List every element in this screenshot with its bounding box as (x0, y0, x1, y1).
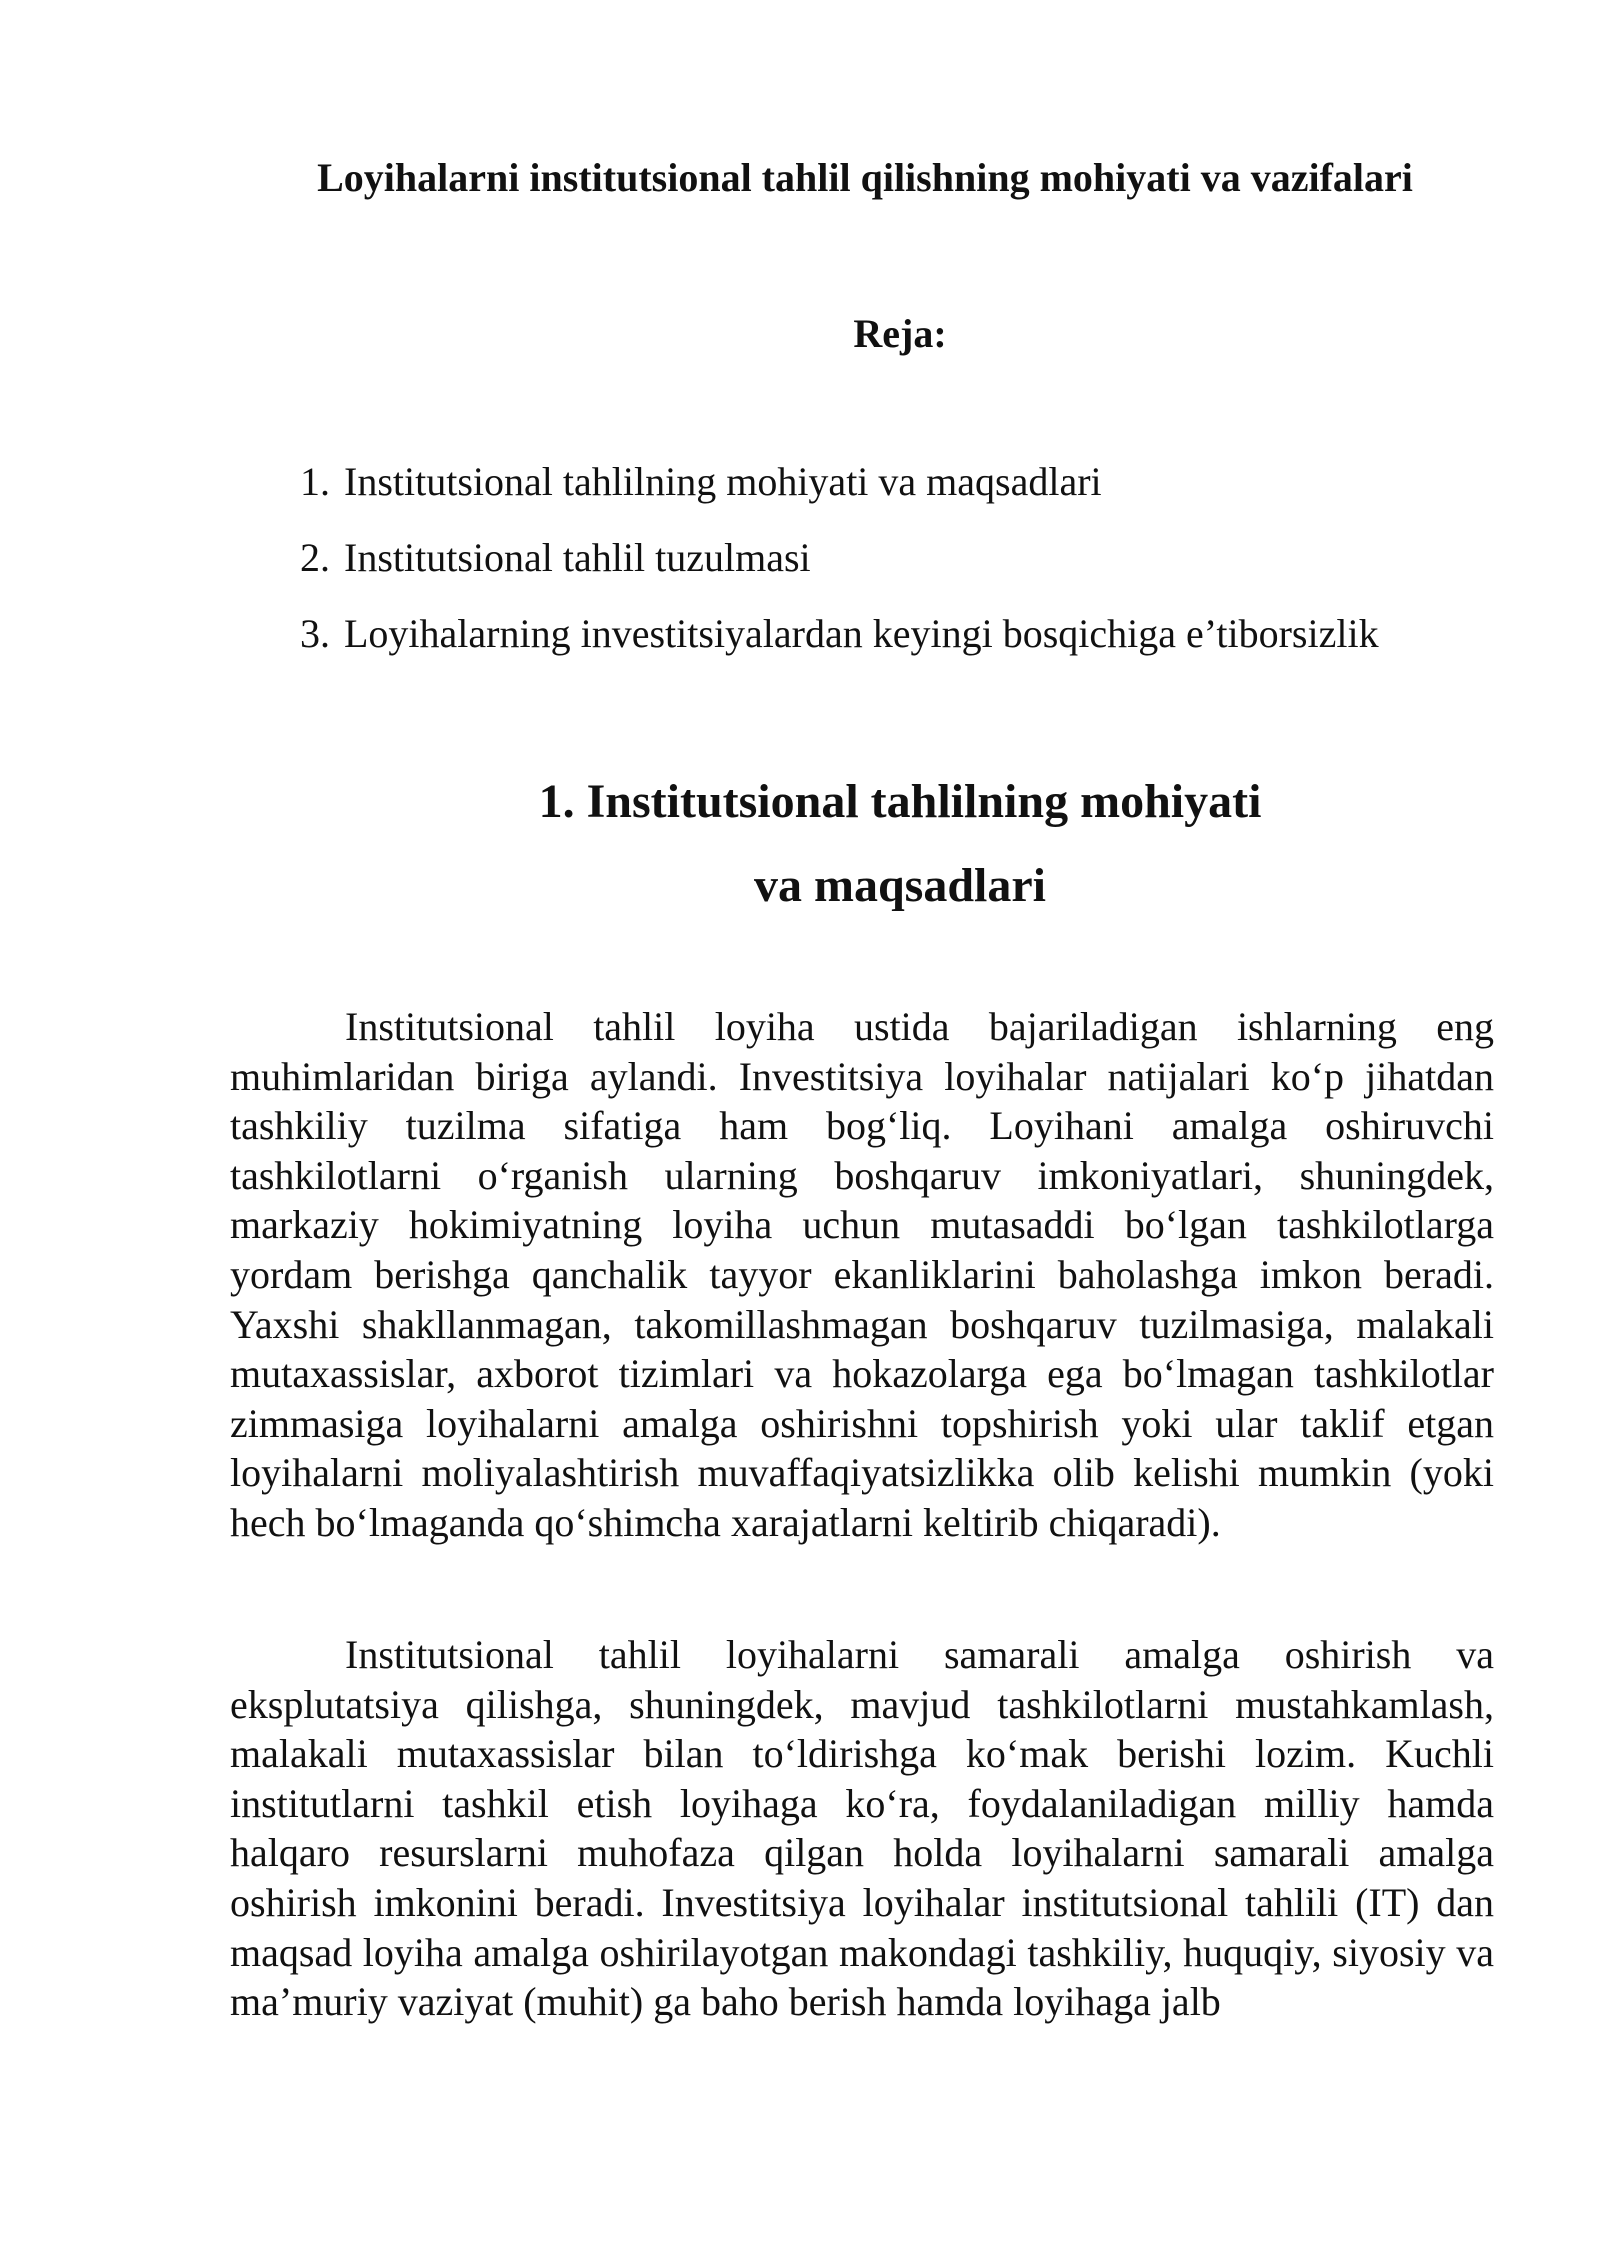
plan-item-number: 3. (300, 611, 330, 656)
section-heading-line-1: 1. Institutsional tahlilning mohiyati (538, 775, 1262, 828)
plan-item-text: Institutsional tahlilning mohiyati va maqsadlari (344, 459, 1102, 504)
plan-item (300, 608, 1379, 684)
body-paragraph: Institutsional tahlil loyihalarni samarali amalga oshirish va eksplutatsiya qilishga, shuningdek, mavjud tashkilotlarni mustahkamlash, malakali mutaxassislar bilan toʻldirishga koʻmak berishi lozim. Kuchli institutlarni tashkil etish loyihaga koʻra, foydalaniladigan milliy hamda halqaro resurslarni muhofaza qilgan holda loyihalarni samarali amalga oshirish imkonini beradi. Investitsiya loyihalar institutsional tahlili (IT) dan maqsad loyiha amalga oshirilayotgan makondagi tashkiliy, huquqiy, siyosiy va ma’muriy vaziyat (muhit) ga baho berish hamda loyihaga jalb (230, 1632, 1494, 2025)
section-heading (0, 760, 1600, 928)
plan-list (300, 456, 1379, 684)
plan-heading: Reja: (853, 311, 947, 356)
plan-item (300, 532, 1379, 608)
plan-item (300, 456, 1379, 532)
plan-item-text: Institutsional tahlil tuzulmasi (344, 535, 811, 580)
plan-item-text: Loyihalarning investitsiyalardan keyingi bosqichiga e’tiborsizlik (344, 611, 1379, 656)
body-paragraph: Institutsional tahlil loyiha ustida bajariladigan ishlarning eng muhimlaridan biriga aylandi. Investitsiya loyihalar natijalari koʻp jihatdan tashkiliy tuzilma sifatiga ham bogʻliq. Loyihani amalga oshiruvchi tashkilotlarni oʻrganish ularning boshqaruv imkoniyatlari, shuningdek, markaziy hokimiyatning loyiha uchun mutasaddi boʻlgan tashkilotlarga yordam berishga qanchalik tayyor ekanliklarini baholashga imkon beradi. Yaxshi shakllanmagan, takomillashmagan boshqaruv tuzilmasiga, malakali mutaxassislar, axborot tizimlari va hokazolarga ega boʻlmagan tashkilotlar zimmasiga loyihalarni amalga oshirishni topshirish yoki ular taklif etgan loyihalarni moliyalashtirish muvaffaqiyatsizlikka olib kelishi mumkin (yoki hech boʻlmaganda qoʻshimcha xarajatlarni keltirib chiqaradi). (230, 1004, 1494, 1545)
document-title: Loyihalarni institutsional tahlil qilishning mohiyati va vazifalari (317, 155, 1413, 200)
plan-item-number: 1. (300, 459, 330, 504)
plan-item-number: 2. (300, 535, 330, 580)
section-heading-line-2: va maqsadlari (753, 859, 1047, 912)
